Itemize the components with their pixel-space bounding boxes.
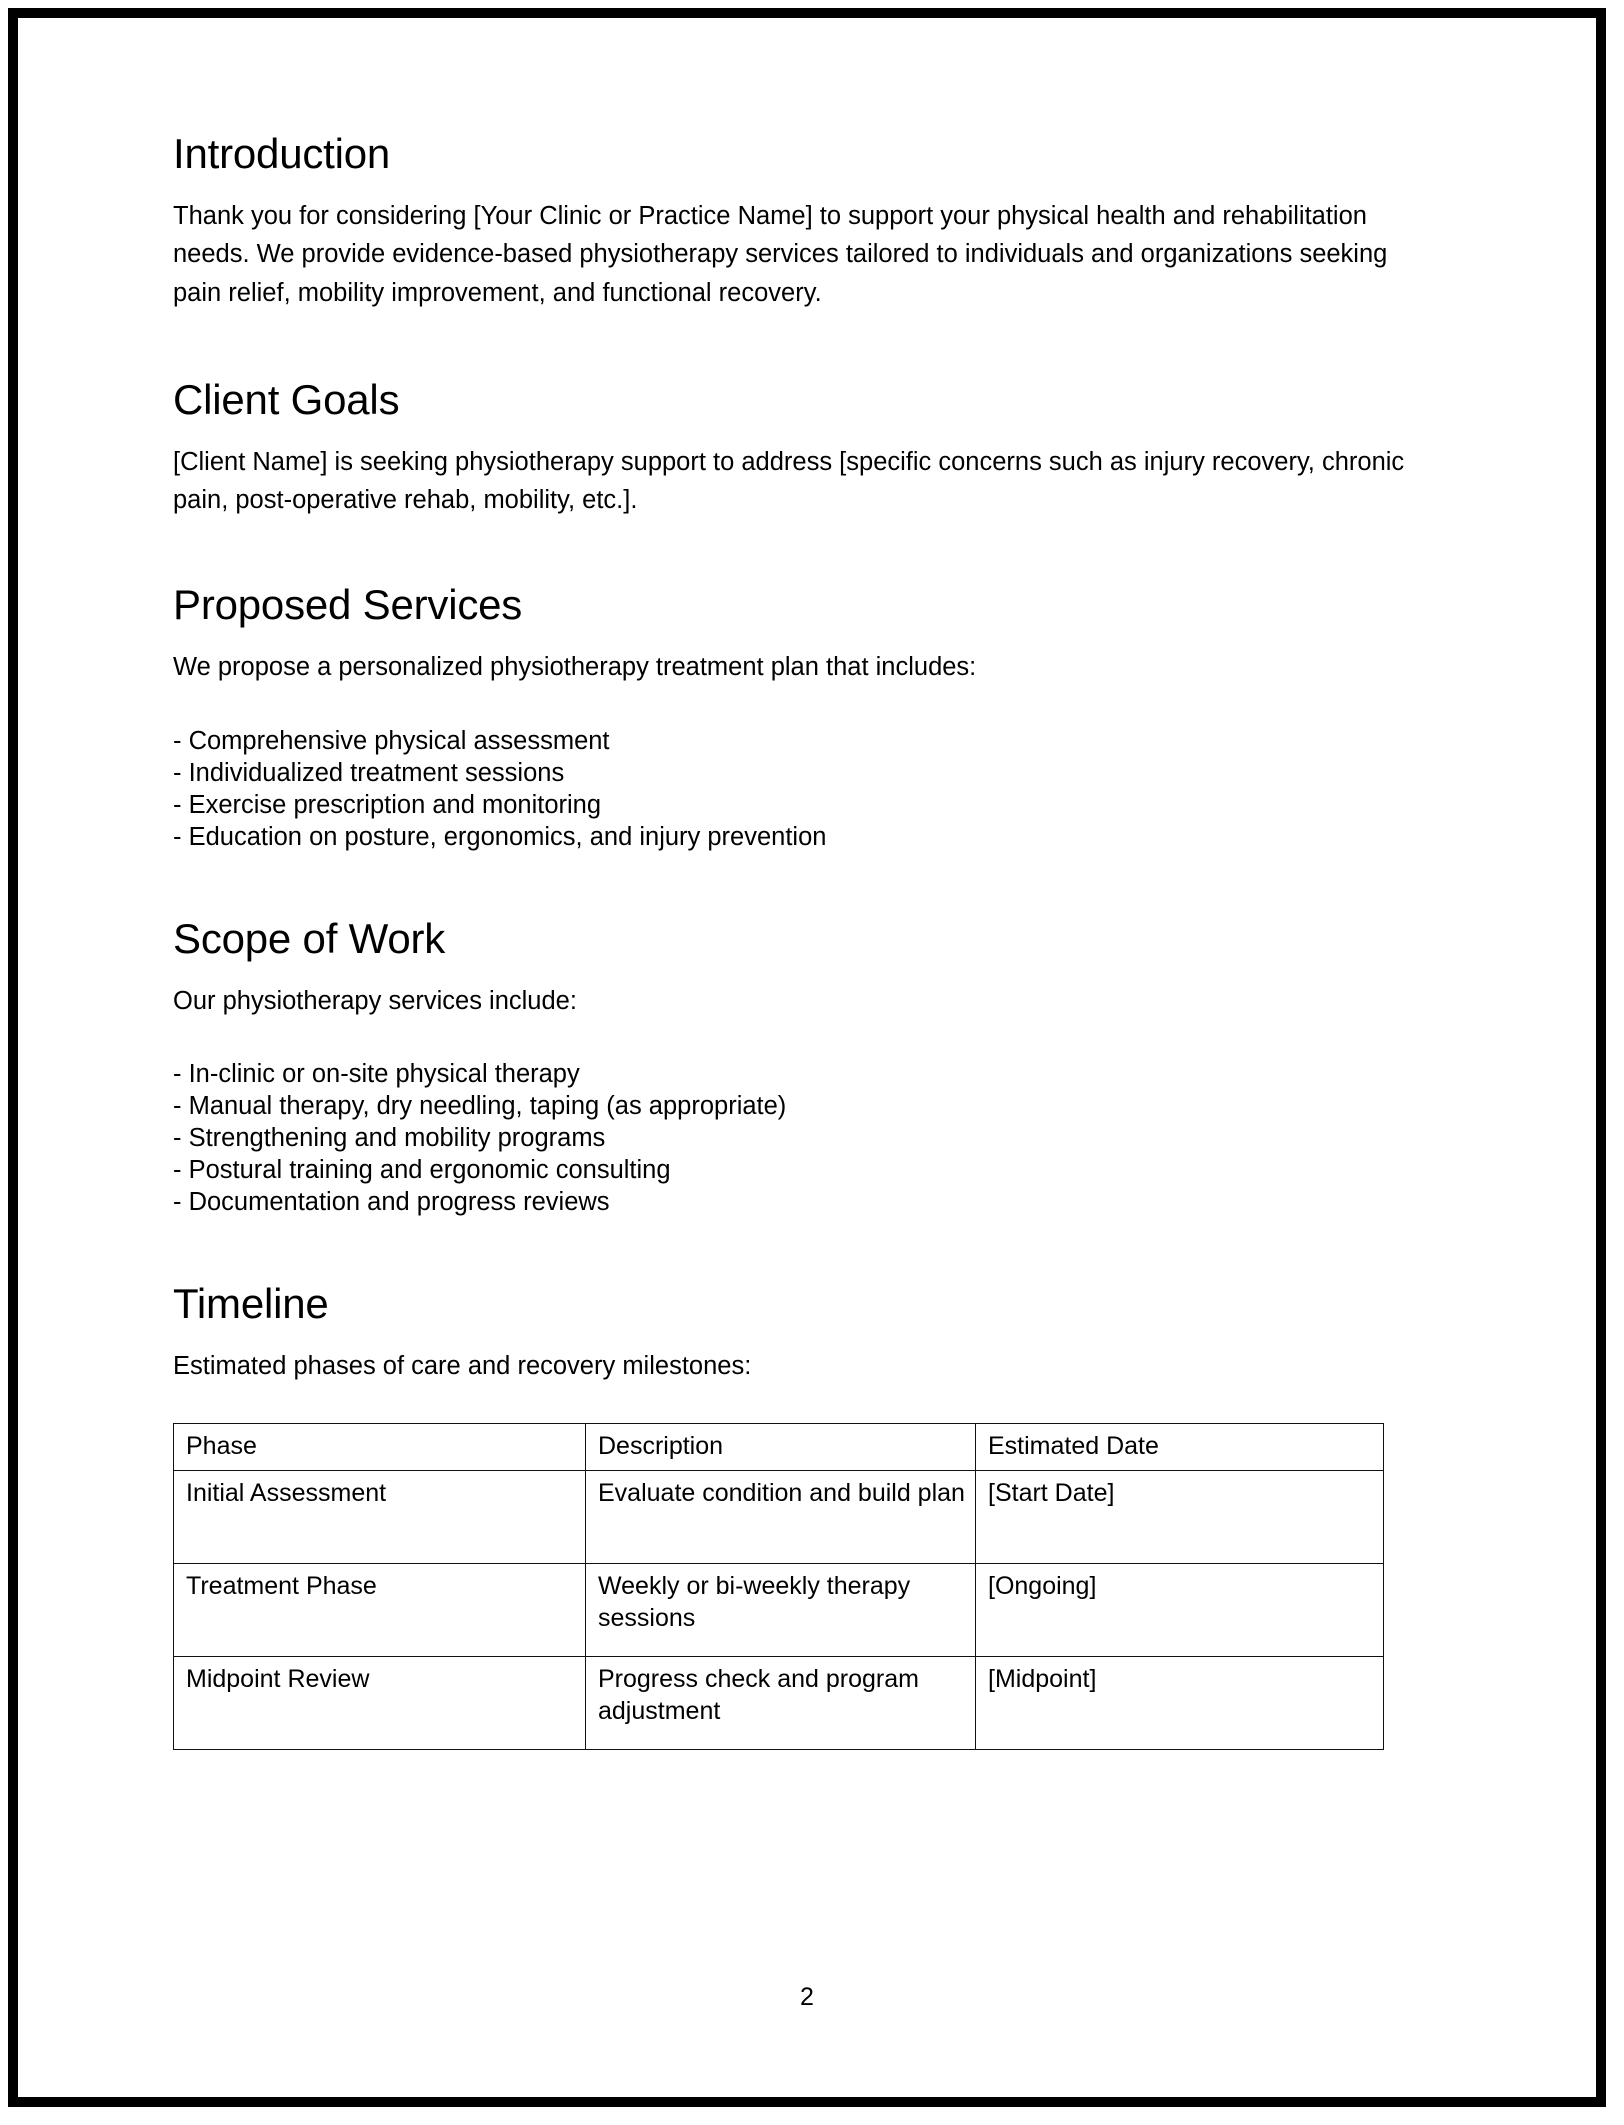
table-cell-estimated-date: [Start Date] [976,1470,1384,1563]
list-item: - Documentation and progress reviews [173,1187,610,1216]
list-item: - Comprehensive physical assessment [173,726,610,755]
section-timeline [173,1280,1408,1750]
section-introduction [173,130,1408,312]
heading-client-goals: Client Goals [173,375,400,423]
list-proposed-services [173,725,1408,853]
paragraph-proposed-services: We propose a personalized physiotherapy treatment plan that includes: [173,653,977,682]
table-cell-phase: Midpoint Review [174,1656,586,1749]
heading-timeline: Timeline [173,1279,329,1327]
table-cell-description: Progress check and program adjustment [586,1656,976,1749]
section-client-goals [173,376,1408,520]
heading-scope-of-work: Scope of Work [173,914,446,962]
list-item: - Postural training and ergonomic consulting [173,1155,671,1184]
heading-introduction: Introduction [173,130,391,177]
page-frame [8,8,1606,2107]
list-item: - Strengthening and mobility programs [173,1123,606,1152]
table-cell-estimated-date: [Ongoing] [976,1563,1384,1656]
table-cell-phase: Initial Assessment [174,1470,586,1563]
paragraph-timeline: Estimated phases of care and recovery milestones: [173,1351,752,1380]
paragraph-scope-of-work: Our physiotherapy services include: [173,986,577,1015]
table-row [174,1563,1384,1656]
table-cell-description: Weekly or bi-weekly therapy sessions [586,1563,976,1656]
list-item: - Education on posture, ergonomics, and injury prevention [173,822,827,851]
table-header-description: Description [586,1424,976,1471]
table-row [174,1470,1384,1563]
list-item: - Manual therapy, dry needling, taping (as appropriate) [173,1091,787,1120]
timeline-table [173,1423,1384,1750]
table-cell-phase: Treatment Phase [174,1563,586,1656]
paragraph-client-goals: [Client Name] is seeking physiotherapy support to address [specific concerns such as injury recovery, chronic pain, post-operative rehab, mobility, etc.]. [173,447,1405,515]
table-header-phase: Phase [174,1424,586,1471]
list-scope-of-work [173,1058,1408,1218]
page-number: 2 [800,1983,814,2011]
section-proposed-services [173,581,1408,852]
table-header-row [174,1424,1384,1471]
list-item: - Individualized treatment sessions [173,758,565,787]
table-cell-description: Evaluate condition and build plan [586,1470,976,1563]
list-item: - Exercise prescription and monitoring [173,790,602,819]
list-item: - In-clinic or on-site physical therapy [173,1059,580,1088]
table-cell-estimated-date: [Midpoint] [976,1656,1384,1749]
paragraph-introduction: Thank you for considering [Your Clinic or Practice Name] to support your physical health and rehabilitation needs. We provide evidence-based physiotherapy services tailored to individuals and organizations seeking pain relief, mobility improvement, and functional recovery. [173,202,1388,307]
table-header-estimated-date: Estimated Date [976,1424,1384,1471]
heading-proposed-services: Proposed Services [173,581,523,629]
section-scope-of-work [173,915,1408,1218]
table-row [174,1656,1384,1749]
document-body [173,130,1408,1750]
